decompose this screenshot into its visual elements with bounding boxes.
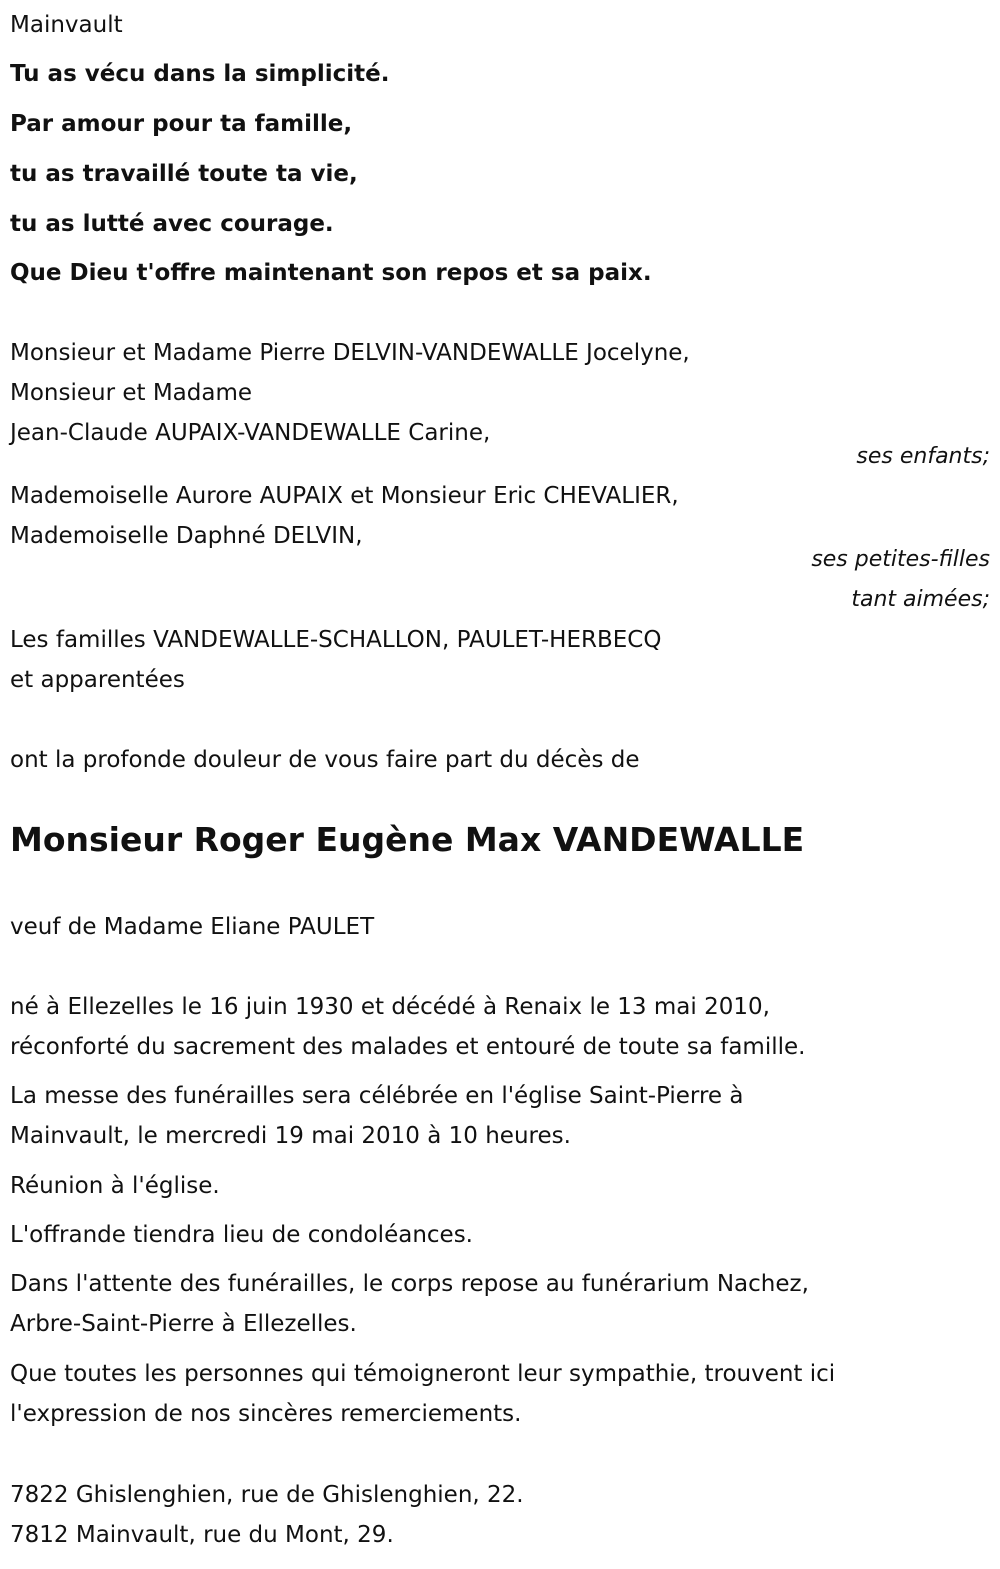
children-line: Jean-Claude AUPAIX-VANDEWALLE Carine, xyxy=(10,420,491,446)
children-line: Monsieur et Madame xyxy=(10,380,253,406)
address-line: 7812 Mainvault, rue du Mont, 29. xyxy=(10,1522,394,1548)
details-line: réconforté du sacrement des malades et entouré de toute sa famille. xyxy=(10,1034,806,1060)
grandchildren-label: tant aimées; xyxy=(851,587,990,612)
families-line: Les familles VANDEWALLE-SCHALLON, PAULET-HERBECQ xyxy=(10,627,662,653)
details-line: Réunion à l'église. xyxy=(10,1173,220,1199)
poem-line: Tu as vécu dans la simplicité. xyxy=(10,61,390,87)
poem-line: Par amour pour ta famille, xyxy=(10,111,353,137)
details-line: né à Ellezelles le 16 juin 1930 et décédé à Renaix le 13 mai 2010, xyxy=(10,994,770,1020)
grandchildren-line: Mademoiselle Aurore AUPAIX et Monsieur Eric CHEVALIER, xyxy=(10,483,679,509)
details-line: La messe des funérailles sera célébrée en l'église Saint-Pierre à xyxy=(10,1083,744,1109)
children-label: ses enfants; xyxy=(856,444,990,469)
address-line: 7822 Ghislenghien, rue de Ghislenghien, 22. xyxy=(10,1482,524,1508)
poem-line: Que Dieu t'offre maintenant son repos et sa paix. xyxy=(10,260,652,286)
poem-line: tu as lutté avec courage. xyxy=(10,211,334,237)
children-line: Monsieur et Madame Pierre DELVIN-VANDEWALLE Jocelyne, xyxy=(10,340,690,366)
details-line: Dans l'attente des funérailles, le corps repose au funérarium Nachez, xyxy=(10,1271,809,1297)
details-line: Que toutes les personnes qui témoigneront leur sympathie, trouvent ici xyxy=(10,1361,836,1387)
widower-of: veuf de Madame Eliane PAULET xyxy=(10,914,375,940)
details-line: Mainvault, le mercredi 19 mai 2010 à 10 heures. xyxy=(10,1123,571,1149)
announcement: ont la profonde douleur de vous faire part du décès de xyxy=(10,747,640,773)
place-header: Mainvault xyxy=(10,12,123,38)
poem-line: tu as travaillé toute ta vie, xyxy=(10,161,358,187)
details-line: L'offrande tiendra lieu de condoléances. xyxy=(10,1222,473,1248)
families-line: et apparentées xyxy=(10,667,185,693)
grandchildren-label: ses petites-filles xyxy=(811,547,990,572)
deceased-name: Monsieur Roger Eugène Max VANDEWALLE xyxy=(10,820,805,859)
details-line: Arbre-Saint-Pierre à Ellezelles. xyxy=(10,1311,357,1337)
grandchildren-line: Mademoiselle Daphné DELVIN, xyxy=(10,523,363,549)
details-line: l'expression de nos sincères remerciements. xyxy=(10,1401,522,1427)
